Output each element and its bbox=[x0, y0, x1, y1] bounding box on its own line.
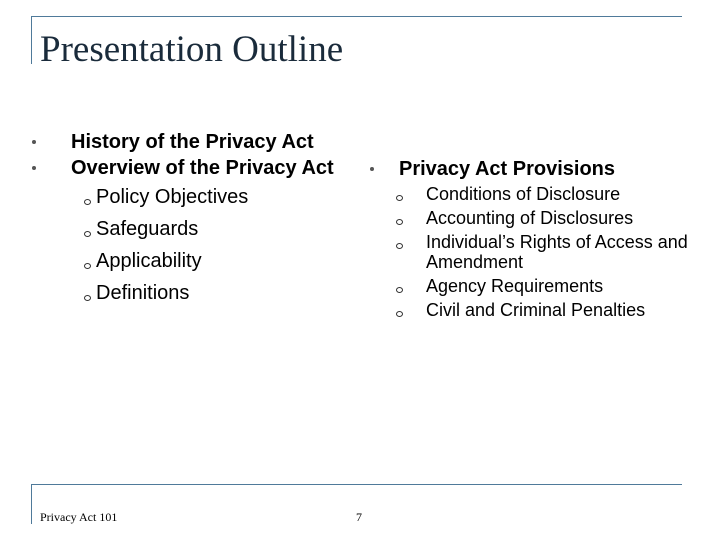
slide-title: Presentation Outline bbox=[40, 29, 344, 70]
ring-bullet-icon bbox=[84, 199, 91, 205]
footer-text: Privacy Act 101 bbox=[40, 510, 118, 524]
bottom-rule bbox=[31, 484, 682, 485]
sub-item bbox=[366, 232, 696, 272]
sub-item-label: Safeguards bbox=[96, 218, 199, 240]
sub-item bbox=[366, 208, 696, 228]
dot-bullet-icon bbox=[32, 166, 36, 170]
sub-item bbox=[28, 277, 368, 309]
sub-item-label: Accounting of Disclosures bbox=[426, 208, 634, 228]
left-rule-bottom bbox=[31, 484, 32, 524]
sub-item bbox=[28, 213, 368, 245]
sub-item-label: Agency Requirements bbox=[426, 276, 604, 296]
outline-item-provisions bbox=[366, 156, 696, 320]
page-number: 7 bbox=[356, 510, 362, 524]
outline-item-history bbox=[28, 129, 368, 155]
ring-bullet-icon bbox=[396, 219, 403, 225]
overview-sublist bbox=[28, 181, 368, 309]
left-rule-top bbox=[31, 16, 32, 64]
ring-bullet-icon bbox=[396, 287, 403, 293]
sub-item-label: Civil and Criminal Penalties bbox=[426, 300, 646, 320]
sub-item bbox=[366, 276, 696, 296]
sub-item-label: Applicability bbox=[96, 250, 202, 272]
top-rule bbox=[31, 16, 682, 17]
outline-item-label: History of the Privacy Act bbox=[71, 131, 314, 153]
right-outline-list bbox=[366, 156, 696, 324]
outline-item-label: Privacy Act Provisions bbox=[399, 158, 616, 180]
left-outline-list bbox=[28, 129, 368, 309]
sub-item-label: Conditions of Disclosure bbox=[426, 184, 621, 204]
ring-bullet-icon bbox=[84, 295, 91, 301]
sub-item bbox=[28, 245, 368, 277]
sub-item bbox=[366, 184, 696, 204]
sub-item-label: Individual’s Rights of Access and Amendment bbox=[426, 232, 688, 272]
outline-item-label: Overview of the Privacy Act bbox=[71, 157, 334, 179]
sub-item bbox=[28, 181, 368, 213]
provisions-sublist bbox=[366, 184, 696, 320]
ring-bullet-icon bbox=[396, 311, 403, 317]
ring-bullet-icon bbox=[84, 231, 91, 237]
sub-item-label: Definitions bbox=[96, 282, 190, 304]
ring-bullet-icon bbox=[396, 195, 403, 201]
dot-bullet-icon bbox=[370, 167, 374, 171]
dot-bullet-icon bbox=[32, 140, 36, 144]
sub-item-label: Policy Objectives bbox=[96, 186, 249, 208]
ring-bullet-icon bbox=[84, 263, 91, 269]
sub-item bbox=[366, 300, 696, 320]
ring-bullet-icon bbox=[396, 243, 403, 249]
outline-item-overview bbox=[28, 155, 368, 309]
